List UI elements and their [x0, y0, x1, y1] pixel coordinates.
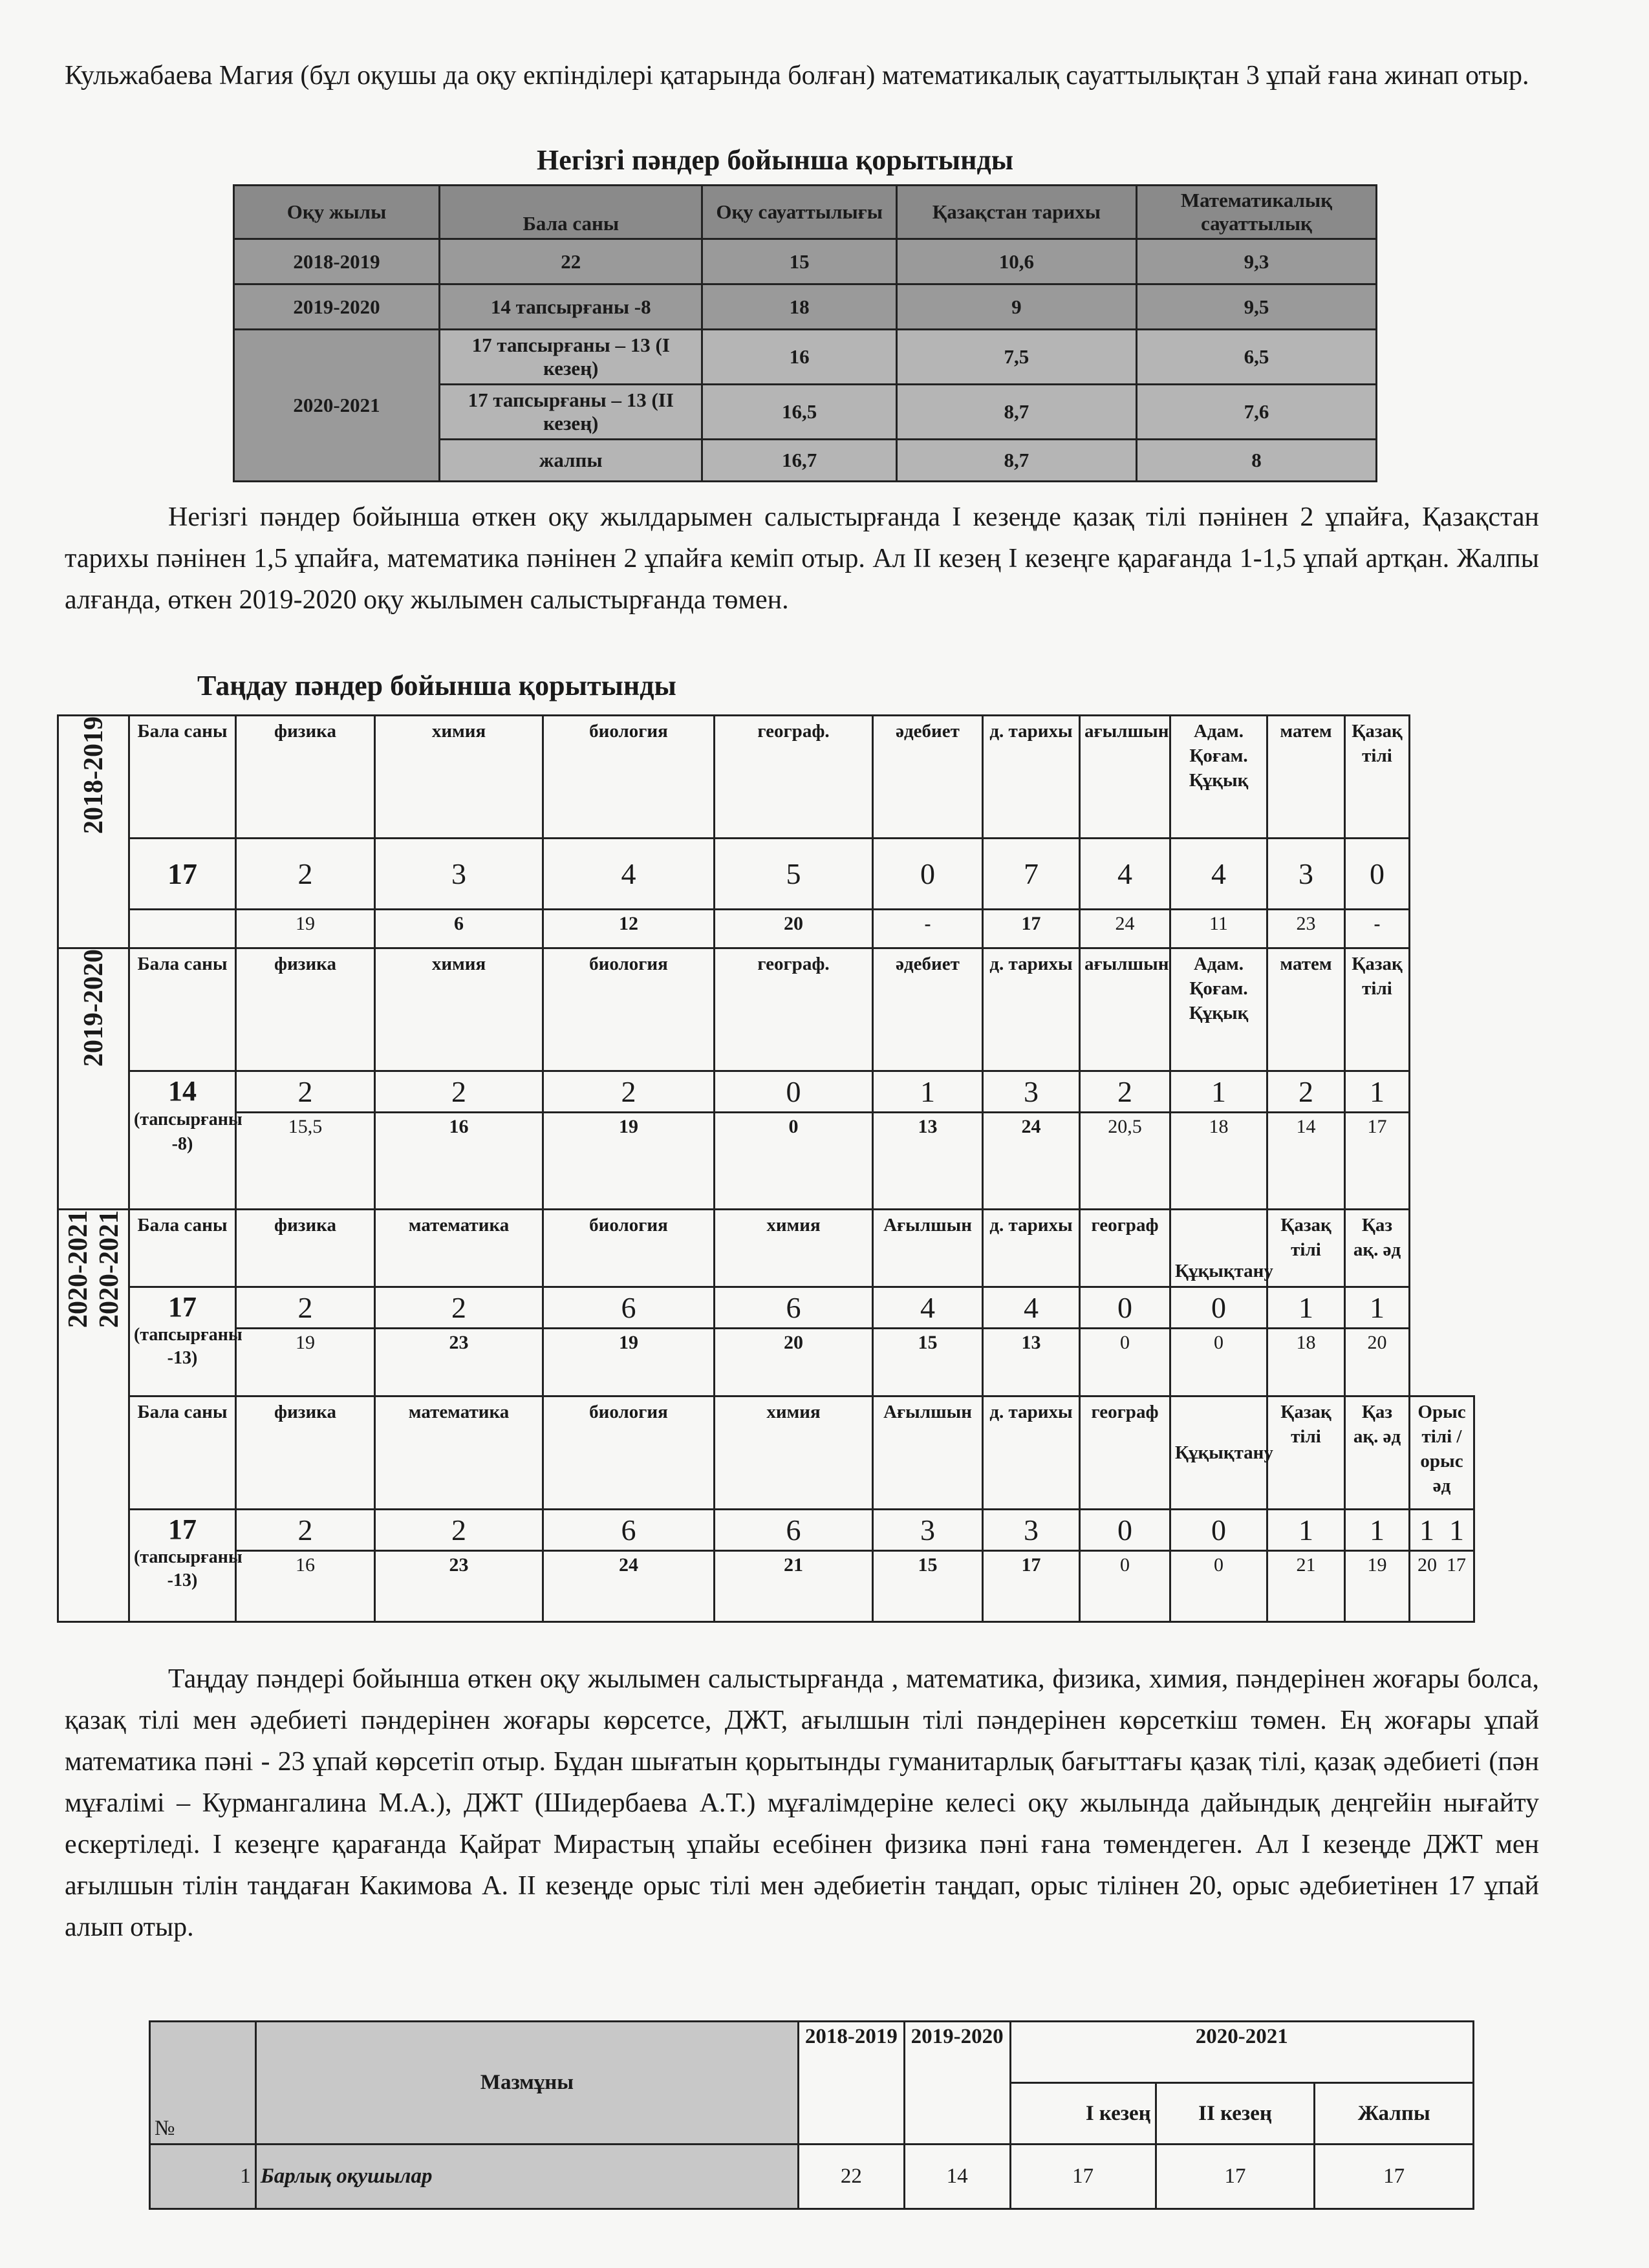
count-cell: 6: [715, 1287, 873, 1329]
count-cell: 2: [543, 1071, 715, 1113]
score-cell: 16: [236, 1551, 375, 1622]
cell-math: 7,6: [1136, 385, 1376, 440]
score-cell: 0: [715, 1113, 873, 1210]
header-subject: әдебиет: [873, 948, 983, 1071]
count-cell: 0: [1080, 1510, 1170, 1551]
table-row: [58, 1210, 1474, 1287]
count-cell: 4: [543, 839, 715, 910]
table-row: [58, 1071, 1474, 1113]
header-subject: матем: [1267, 716, 1345, 839]
header-subject: Қазақ тілі: [1345, 716, 1410, 839]
cell-math: 9,5: [1136, 284, 1376, 330]
count-cell: 0: [715, 1071, 873, 1113]
score-cell: 17: [1345, 1113, 1410, 1210]
core-subjects-table: [233, 184, 1377, 482]
count-cell: 1: [873, 1071, 983, 1113]
count-cell: 0: [1345, 839, 1410, 910]
count-cell: 1 1: [1410, 1510, 1474, 1551]
header-subject: географ.: [715, 948, 873, 1071]
header-subject: химия: [715, 1210, 873, 1287]
count-cell: 2: [375, 1510, 543, 1551]
intro-paragraph: Кульжабаева Магия (бұл оқушы да оқу екпінділері қатарында болған) математикалық сауаттылықтан 3 ұпай ғана жинап отыр.: [65, 61, 1529, 91]
header-subject: химия: [375, 716, 543, 839]
header-subject: биология: [543, 1396, 715, 1510]
header-subject: химия: [375, 948, 543, 1071]
header-subject: Құқықтану: [1170, 1396, 1267, 1510]
cell-reading: 16,5: [702, 385, 896, 440]
row-value: 17: [1156, 2145, 1315, 2209]
row-value: 17: [1010, 2145, 1156, 2209]
count-cell: 14 (тапсырғаны -8): [129, 1071, 236, 1210]
score-cell: 19: [543, 1329, 715, 1396]
table-row: [58, 1510, 1474, 1551]
count-cell: 3: [983, 1071, 1080, 1113]
row-value: 22: [799, 2145, 905, 2209]
score-cell: 0: [1170, 1551, 1267, 1622]
header-subject: физика: [236, 1210, 375, 1287]
count-cell: 0: [873, 839, 983, 910]
cell-math: 9,3: [1136, 239, 1376, 284]
score-cell: 13: [983, 1329, 1080, 1396]
header-subject: Қазақ тілі: [1345, 948, 1410, 1071]
count-cell: 2: [236, 1287, 375, 1329]
table1-title: Негізгі пәндер бойынша қорытынды: [537, 144, 1014, 176]
cell-reading: 18: [702, 284, 896, 330]
count-cell: 2: [236, 1071, 375, 1113]
count-cell: 17 (тапсырғаны -13): [129, 1510, 236, 1622]
year-label-2019: 2019-2020: [58, 948, 129, 1210]
cell-year: 2019-2020: [234, 284, 440, 330]
score-cell: 0: [1080, 1329, 1170, 1396]
header-subject: Қазақ тілі: [1267, 1210, 1345, 1287]
count-cell: 2: [375, 1287, 543, 1329]
score-cell: 23: [375, 1329, 543, 1396]
count-cell: 1: [1267, 1287, 1345, 1329]
score-cell: 23: [1267, 910, 1345, 948]
count-cell: 3: [1267, 839, 1345, 910]
count-cell: 3: [983, 1510, 1080, 1551]
header-subject: физика: [236, 716, 375, 839]
score-cell: [129, 910, 236, 948]
header-subject: Ағылшын: [873, 1396, 983, 1510]
count-cell: 0: [1170, 1510, 1267, 1551]
count-cell: 2: [375, 1071, 543, 1113]
header-count: Бала саны: [129, 716, 236, 839]
count-cell: 7: [983, 839, 1080, 910]
count-cell: 1: [1170, 1071, 1267, 1113]
score-cell: 20: [1345, 1329, 1410, 1396]
score-cell: 0: [1080, 1551, 1170, 1622]
table-row: [58, 948, 1474, 1071]
cell-reading: 16: [702, 330, 896, 385]
header-subject: матем: [1267, 948, 1345, 1071]
year-label-2020: 2020-2021 2020-2021: [58, 1210, 129, 1622]
year-label-2018: 2018-2019: [58, 716, 129, 948]
count-cell: 1: [1345, 1071, 1410, 1113]
header-subject: д. тарихы: [983, 948, 1080, 1071]
header-subject: математика: [375, 1396, 543, 1510]
table-row: [234, 239, 1377, 284]
score-cell: 21: [1267, 1551, 1345, 1622]
header-subject: биология: [543, 948, 715, 1071]
score-cell: 20: [715, 910, 873, 948]
header-year: 2019-2020: [904, 2022, 1010, 2145]
score-cell: -: [1345, 910, 1410, 948]
cell-count: 17 тапсырғаны – 13 (II кезең): [440, 385, 702, 440]
header-subject: д. тарихы: [983, 1210, 1080, 1287]
score-cell: 15: [873, 1329, 983, 1396]
cell-history: 8,7: [896, 385, 1136, 440]
score-cell: 18: [1170, 1113, 1267, 1210]
table-row: [150, 2145, 1474, 2209]
score-cell: 19: [543, 1113, 715, 1210]
table-row: [58, 716, 1474, 839]
header-subject: географ: [1080, 1210, 1170, 1287]
header-stage-1: I кезең: [1010, 2083, 1156, 2145]
header-subject: Ағылшын: [873, 1210, 983, 1287]
score-cell: 15: [873, 1551, 983, 1622]
header-stage-2: II кезең: [1156, 2083, 1315, 2145]
header-subject: Қазақ тілі: [1267, 1396, 1345, 1510]
header-subject: физика: [236, 1396, 375, 1510]
score-cell: 20,5: [1080, 1113, 1170, 1210]
cell-history: 8,7: [896, 440, 1136, 482]
count-cell: 1: [1267, 1510, 1345, 1551]
score-cell: 11: [1170, 910, 1267, 948]
cell-history: 10,6: [896, 239, 1136, 284]
elective-subjects-table: [57, 714, 1475, 1623]
paragraph-core-summary: Негізгі пәндер бойынша өткен оқу жылдарымен салыстырғанда I кезеңде қазақ тілі пәнінен 2 ұпайға, Қазақстан тарихы пәнінен 1,5 ұпайға, математика пәнінен 2 ұпайға кеміп отыр. Ал II кезең I кезеңге қарағанда 1-1,5 ұпай артқан. Жалпы алғанда, өткен 2019-2020 оқу жылымен салыстырғанда төмен.: [65, 502, 1539, 615]
count-cell: 2: [236, 839, 375, 910]
cell-year: 2020-2021: [234, 330, 440, 482]
score-cell: 20: [715, 1329, 873, 1396]
header-subject: географ: [1080, 1396, 1170, 1510]
score-cell: 21: [715, 1551, 873, 1622]
count-cell: 17: [129, 839, 236, 910]
score-cell: 19: [236, 1329, 375, 1396]
score-cell: 24: [543, 1551, 715, 1622]
header-count: Бала саны: [129, 1210, 236, 1287]
header-count: Бала саны: [440, 186, 702, 239]
score-cell: 23: [375, 1551, 543, 1622]
count-cell: 4: [1080, 839, 1170, 910]
score-cell: 12: [543, 910, 715, 948]
score-cell: 20 17: [1410, 1551, 1474, 1622]
score-cell: 19: [236, 910, 375, 948]
header-subject: д. тарихы: [983, 1396, 1080, 1510]
count-cell: 1: [1345, 1287, 1410, 1329]
cell-history: 7,5: [896, 330, 1136, 385]
header-subject: математика: [375, 1210, 543, 1287]
cell-count: 22: [440, 239, 702, 284]
cell-reading: 16,7: [702, 440, 896, 482]
row-value: 17: [1315, 2145, 1474, 2209]
score-cell: 19: [1345, 1551, 1410, 1622]
header-math: Математикалық сауаттылық: [1136, 186, 1376, 239]
score-cell: 17: [983, 1551, 1080, 1622]
header-subject: географ.: [715, 716, 873, 839]
header-count: Бала саны: [129, 948, 236, 1071]
count-cell: 2: [1080, 1071, 1170, 1113]
header-total: Жалпы: [1315, 2083, 1474, 2145]
table-row: [58, 1287, 1474, 1329]
header-subject: Құқықтану: [1170, 1210, 1267, 1287]
score-cell: -: [873, 910, 983, 948]
count-cell: 6: [543, 1510, 715, 1551]
header-subject: Адам. Қоғам. Құқық: [1170, 716, 1267, 839]
count-cell: 4: [1170, 839, 1267, 910]
header-reading: Оқу сауаттылығы: [702, 186, 896, 239]
cell-year: 2018-2019: [234, 239, 440, 284]
header-year: 2018-2019: [799, 2022, 905, 2145]
cell-count: 14 тапсырғаны -8: [440, 284, 702, 330]
table-row: [234, 284, 1377, 330]
header-subject: ағылшын: [1080, 716, 1170, 839]
table-row: [234, 330, 1377, 385]
score-cell: 18: [1267, 1329, 1345, 1396]
count-cell: 3: [873, 1510, 983, 1551]
count-cell: 3: [375, 839, 543, 910]
header-history: Қазақстан тарихы: [896, 186, 1136, 239]
header-number: №: [150, 2022, 256, 2145]
header-year: 2020-2021: [1010, 2022, 1473, 2083]
header-subject: биология: [543, 716, 715, 839]
cell-math: 6,5: [1136, 330, 1376, 385]
table-row: [58, 1329, 1474, 1396]
header-subject: Қаз ақ. әд: [1345, 1396, 1410, 1510]
table2-title: Таңдау пәндер бойынша қорытынды: [197, 670, 676, 701]
table-row: [58, 1113, 1474, 1210]
score-cell: 24: [983, 1113, 1080, 1210]
header-subject: химия: [715, 1396, 873, 1510]
table-row: [58, 910, 1474, 948]
score-cell: 15,5: [236, 1113, 375, 1210]
count-cell: 17 (тапсырғаны -13): [129, 1287, 236, 1396]
table-row: [58, 1396, 1474, 1510]
count-cell: 6: [543, 1287, 715, 1329]
cell-history: 9: [896, 284, 1136, 330]
score-cell: 14: [1267, 1113, 1345, 1210]
count-cell: 4: [983, 1287, 1080, 1329]
count-cell: 0: [1080, 1287, 1170, 1329]
cell-math: 8: [1136, 440, 1376, 482]
header-content: Мазмұны: [255, 2022, 798, 2145]
header-subject: Адам. Қоғам. Құқық: [1170, 948, 1267, 1071]
table-row: [58, 1551, 1474, 1622]
paragraph-elective-summary: Таңдау пәндері бойынша өткен оқу жылымен салыстырғанда , математика, физика, химия, пәндерінен жоғары болса, қазақ тілі мен әдебиеті пәндерінен жоғары көрсетсе, ДЖТ, ағылшын тілі пәндерінен көрсеткіш төмен. Ең жоғары ұпай математика пәні - 23 ұпай көрсетіп отыр. Бұдан шығатын қорытынды гуманитарлық бағыттағы қазақ тілі, қазақ әдебиеті (пән мұғалімі – Курмангалина М.А.), ДЖТ (Шидербаева А.Т.) мұғалімдеріне келесі оқу жылында дайындық деңгейін нығайту ескертіледі. I кезеңге қарағанда Қайрат Мирастың ұпайы есебінен физика пәні ғана төмендеген. Ал I кезеңде ДЖТ мен ағылшын тілін таңдаған Какимова А. II кезеңде орыс тілі мен әдебиетін таңдап, орыс тілінен 20, орыс әдебиетінен 17 ұпай алып отыр.: [65, 1664, 1539, 1942]
table-row: [58, 839, 1474, 910]
count-cell: 0: [1170, 1287, 1267, 1329]
header-subject: биология: [543, 1210, 715, 1287]
score-cell: 17: [983, 910, 1080, 948]
cell-count: жалпы: [440, 440, 702, 482]
cell-count: 17 тапсырғаны – 13 (I кезең): [440, 330, 702, 385]
header-subject: д. тарихы: [983, 716, 1080, 839]
header-subject: ағылшын: [1080, 948, 1170, 1071]
count-cell: 2: [1267, 1071, 1345, 1113]
cell-reading: 15: [702, 239, 896, 284]
header-subject: Қаз ақ. әд: [1345, 1210, 1410, 1287]
count-cell: 2: [236, 1510, 375, 1551]
score-cell: 0: [1170, 1329, 1267, 1396]
score-cell: 16: [375, 1113, 543, 1210]
row-label: Барлық оқушылар: [255, 2145, 798, 2209]
count-cell: 5: [715, 839, 873, 910]
header-count: Бала саны: [129, 1396, 236, 1510]
row-value: 14: [904, 2145, 1010, 2209]
count-cell: 1: [1345, 1510, 1410, 1551]
count-cell: 4: [873, 1287, 983, 1329]
count-cell: 6: [715, 1510, 873, 1551]
header-subject: әдебиет: [873, 716, 983, 839]
score-cell: 24: [1080, 910, 1170, 948]
header-subject: физика: [236, 948, 375, 1071]
header-year: Оқу жылы: [234, 186, 440, 239]
row-number: 1: [150, 2145, 256, 2209]
score-cell: 6: [375, 910, 543, 948]
score-cell: 13: [873, 1113, 983, 1210]
students-summary-table: [149, 2020, 1474, 2210]
header-subject: Орыс тілі / орыс әд: [1410, 1396, 1474, 1510]
